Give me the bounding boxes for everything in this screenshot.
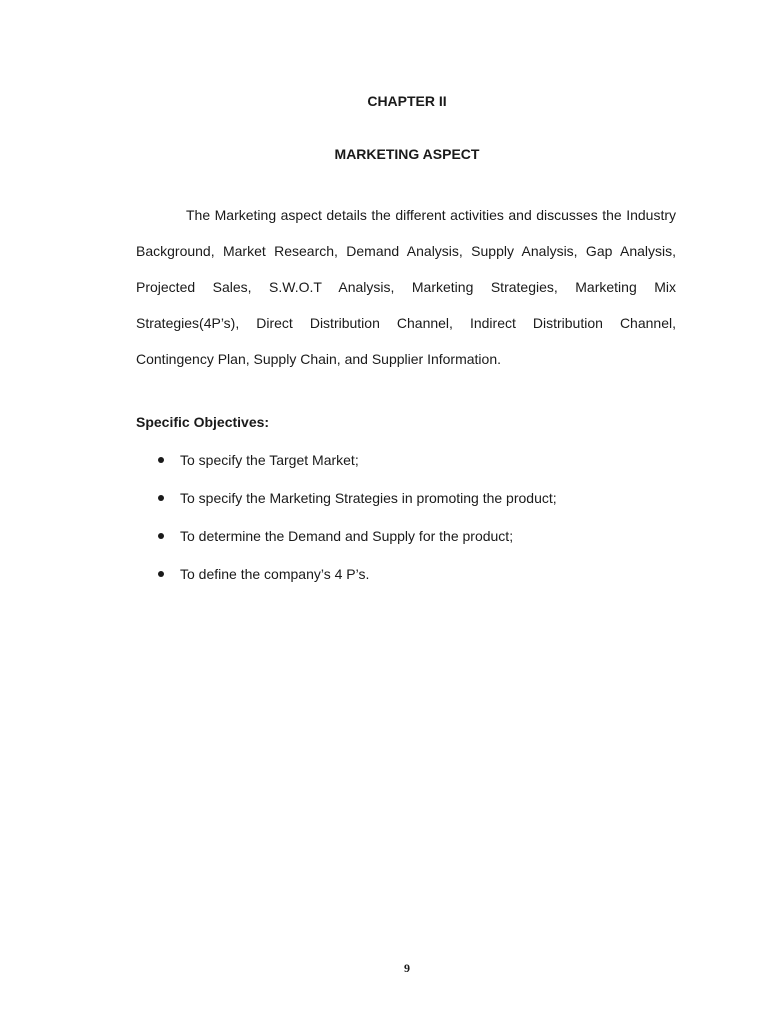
page-number: 9 bbox=[404, 961, 410, 975]
objective-text: To define the company’s 4 P’s. bbox=[180, 566, 370, 582]
section-title: MARKETING ASPECT bbox=[334, 146, 480, 162]
list-item bbox=[136, 489, 557, 527]
list-item bbox=[136, 527, 557, 565]
objectives-list bbox=[136, 451, 557, 603]
objective-text: To specify the Marketing Strategies in promoting the product; bbox=[180, 490, 557, 506]
objective-text: To specify the Target Market; bbox=[180, 452, 359, 468]
intro-paragraph: The Marketing aspect details the different activities and discusses the Industry Background, Market Research, Demand Analysis, Supply Analysis, Gap Analysis, Projected Sales, S.W.O.T Analysis, Marketing Strategies, Marketing Mix Strategies(4P’s), Direct Distribution Channel, Indirect Distribution Channel, Contingency Plan, Supply Chain, and Supplier Information. bbox=[136, 207, 676, 367]
objectives-heading: Specific Objectives: bbox=[136, 414, 270, 430]
chapter-heading: CHAPTER II bbox=[367, 93, 447, 109]
bullet-icon bbox=[158, 533, 164, 539]
bullet-icon bbox=[158, 571, 164, 577]
bullet-icon bbox=[158, 495, 164, 501]
bullet-icon bbox=[158, 457, 164, 463]
objective-text: To determine the Demand and Supply for the product; bbox=[180, 528, 514, 544]
list-item bbox=[136, 565, 557, 603]
list-item bbox=[136, 451, 557, 489]
